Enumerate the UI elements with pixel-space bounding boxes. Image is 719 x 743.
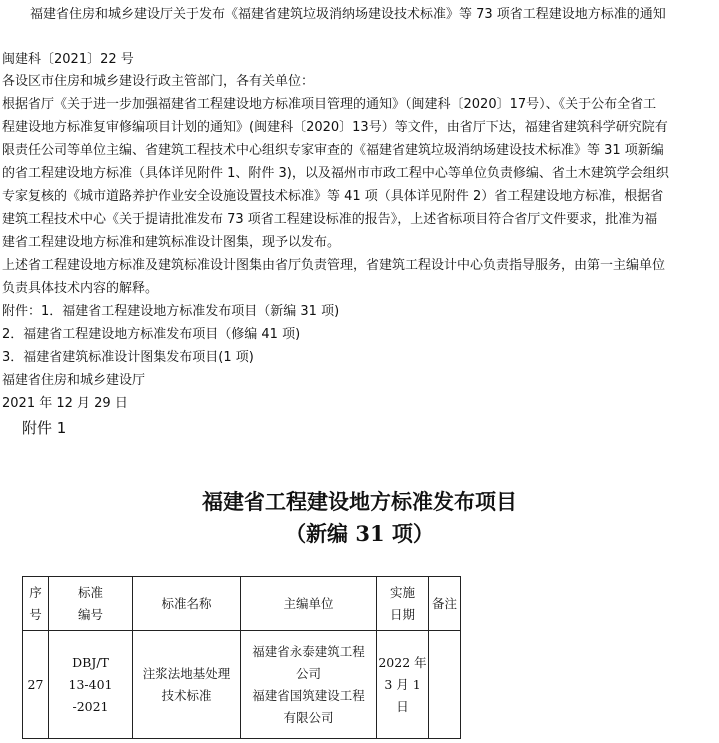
addressee: 各设区市住房和城乡建设行政主管部门，各有关单位： <box>2 74 315 89</box>
attachment-item: 3．福建省建筑标准设计图集发布项目(1 项) <box>2 350 254 365</box>
table-title: 福建省工程建设地方标准发布项目 <box>202 489 517 514</box>
body-line: 负责具体技术内容的解释。 <box>2 281 159 296</box>
header-code: 标准 编号 <box>49 577 133 631</box>
attachment-item: 附件：1．福建省工程建设地方标准发布项目（新编 31 项) <box>2 304 340 319</box>
table-row <box>23 631 461 739</box>
doc-number: 闽建科〔2021〕22 号 <box>2 52 134 67</box>
body-line: 专家复核的《城市道路养护作业安全设施设置技术标准》等 41 项（具体详见附件 2）省工程建设地方标准，根据省 <box>2 189 664 204</box>
table-header-row <box>23 577 461 631</box>
standards-table <box>22 576 461 739</box>
cell-code: DBJ/T 13-401 -2021 <box>49 631 133 739</box>
header-date: 实施 日期 <box>377 577 429 631</box>
body-line: 上述省工程建设地方标准及建筑标准设计图集由省厅负责管理，省建筑工程设计中心负责指导服务，由第一主编单位 <box>2 258 666 273</box>
table-subtitle: （新编 31 项） <box>285 521 434 546</box>
body-line: 根据省厅《关于进一步加强福建省工程建设地方标准项目管理的通知》（闽建科〔2020〕17号）、《关于公布全省工 <box>2 97 657 112</box>
cell-name: 注浆法地基处理 技术标准 <box>133 631 241 739</box>
header-remark: 备注 <box>429 577 461 631</box>
body-line: 限责任公司等单位主编、省建筑工程技术中心组织专家审查的《福建省建筑垃圾消纳场建设技术标准》等 31 项新编 <box>2 143 664 158</box>
cell-date: 2022 年 3 月 1 日 <box>377 631 429 739</box>
issuer: 福建省住房和城乡建设厅 <box>2 373 146 388</box>
body-line: 建筑工程技术中心《关于提请批准发布 73 项省工程建设标准的报告》，上述省标项目符合省厅文件要求，批准为福 <box>2 212 658 227</box>
cell-unit: 福建省永泰建筑工程 公司 福建省国筑建设工程 有限公司 <box>241 631 377 739</box>
attachment-item: 2．福建省工程建设地方标准发布项目（修编 41 项) <box>2 327 301 342</box>
body-line: 的省工程建设地方标准（具体详见附件 1、附件 3)，以及福州市市政工程中心等单位负责修编、省土木建筑学会组织 <box>2 166 669 181</box>
header-name: 标准名称 <box>133 577 241 631</box>
issue-date: 2021 年 12 月 29 日 <box>2 396 128 411</box>
body-line: 建省工程建设地方标准和建筑标准设计图集，现予以发布。 <box>2 235 341 250</box>
cell-remark <box>429 631 461 739</box>
header-seq: 序 号 <box>23 577 49 631</box>
header-unit: 主编单位 <box>241 577 377 631</box>
notice-title: 福建省住房和城乡建设厅关于发布《福建省建筑垃圾消纳场建设技术标准》等 73 项省工程建设地方标准的通知 <box>30 7 666 22</box>
body-line: 程建设地方标准复审修编项目计划的通知》(闽建科〔2020〕13号）等文件，由省厅下达，福建省建筑科学研究院有 <box>2 120 668 135</box>
cell-seq: 27 <box>23 631 49 739</box>
attachment-label: 附件 1 <box>22 419 67 437</box>
